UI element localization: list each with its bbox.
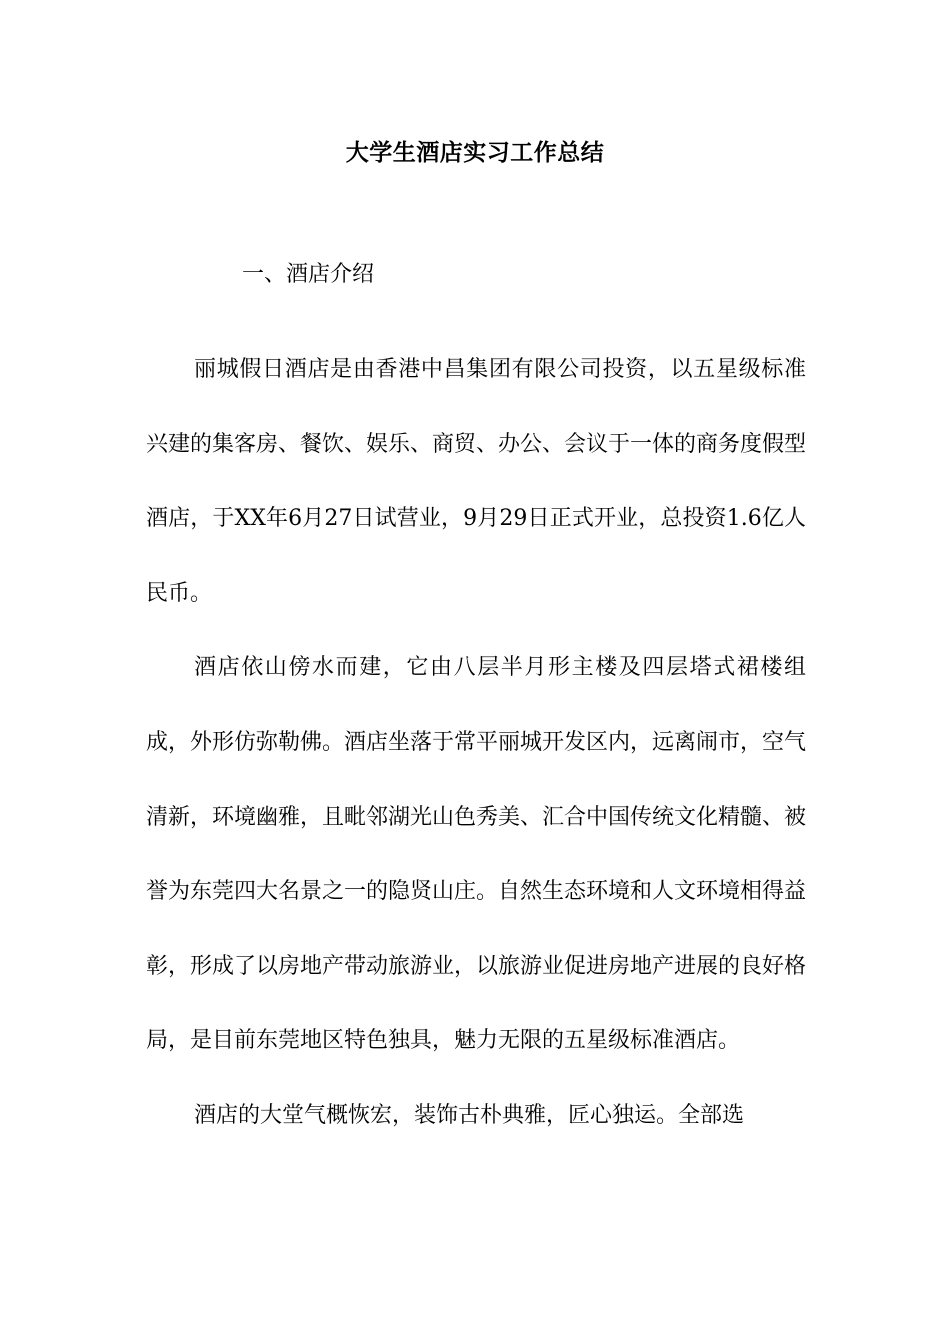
section-heading: 一、酒店介绍 bbox=[242, 262, 375, 287]
document-body bbox=[146, 333, 806, 1154]
paragraph-hotel-overview: 丽城假日酒店是由香港中昌集团有限公司投资，以五星级标准兴建的集客房、餐饮、娱乐、商贸、办公、会议于一体的商务度假型酒店，于XX年6月27日试营业，9月29日正式开业，总投资1.6亿人民币。 bbox=[146, 357, 807, 606]
document-title: 大学生酒店实习工作总结 bbox=[345, 139, 605, 166]
paragraph-hotel-lobby: 酒店的大堂气概恢宏，装饰古朴典雅，匠心独运。全部选 bbox=[194, 1102, 745, 1128]
paragraph-hotel-location: 酒店依山傍水而建，它由八层半月形主楼及四层塔式裙楼组成，外形仿弥勒佛。酒店坐落于常平丽城开发区内，远离闹市，空气清新，环境幽雅，且毗邻湖光山色秀美、汇合中国传统文化精髓、被誉为东莞四大名景之一的隐贤山庄。自然生态环境和人文环境相得益彰，形成了以房地产带动旅游业，以旅游业促进房地产进展的良好格局，是目前东莞地区特色独具，魅力无限的五星级标准酒店。 bbox=[146, 655, 807, 1054]
